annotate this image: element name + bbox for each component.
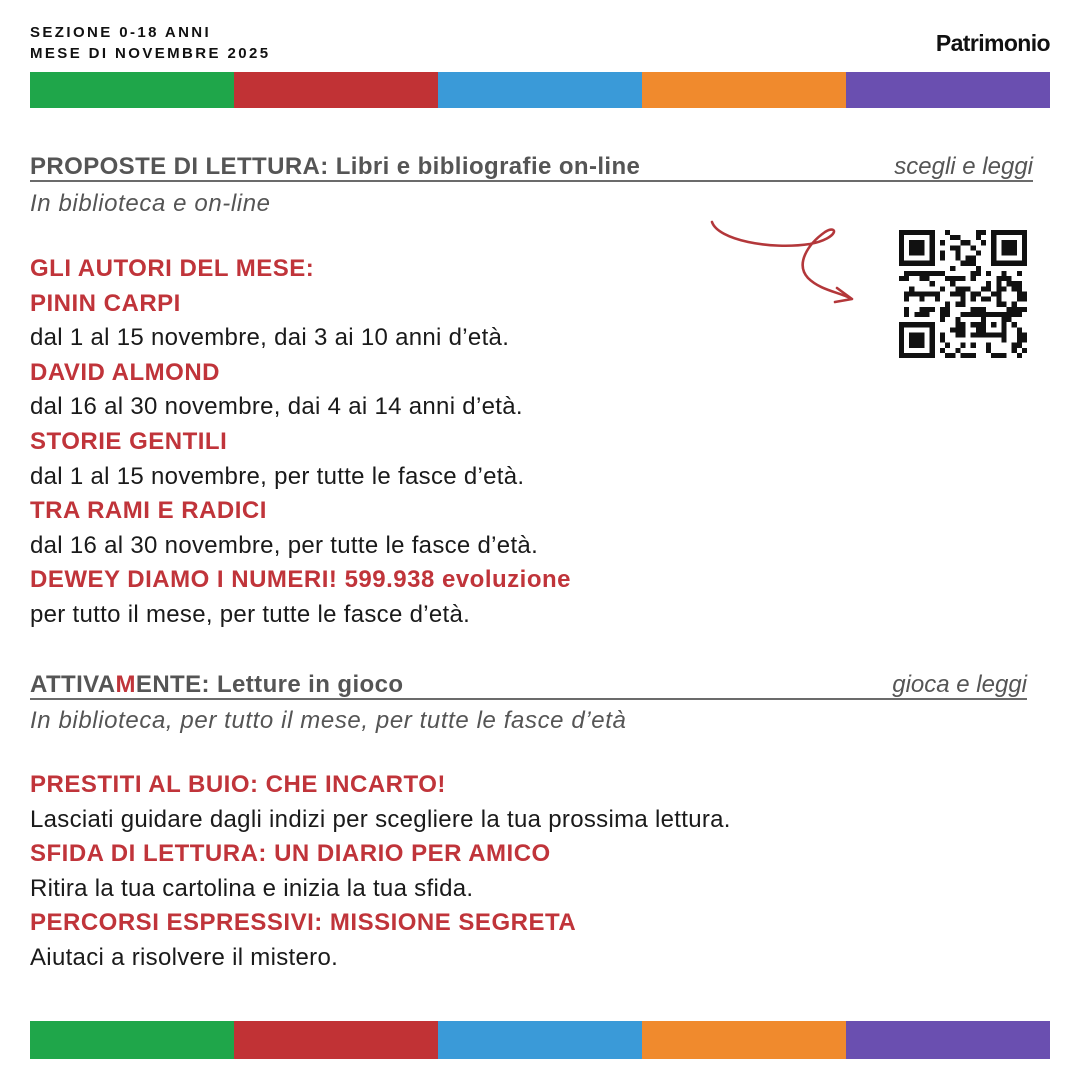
section1-list <box>30 252 571 633</box>
list-item-detail: dal 16 al 30 novembre, per tutte le fasce d’età. <box>30 531 539 559</box>
section2-list <box>30 768 731 976</box>
section2-underline <box>30 698 1027 700</box>
section-month-label: MESE DI NOVEMBRE 2025 <box>30 45 271 62</box>
list-item-title: STORIE GENTILI <box>30 427 228 455</box>
list-item-detail: dal 1 al 15 novembre, dai 3 ai 10 anni d’età. <box>30 324 510 352</box>
stripe-purple <box>846 1021 1050 1059</box>
section1-heading[interactable] <box>30 153 1033 181</box>
section2-title-b: ENTE: <box>135 671 210 698</box>
stripe-orange <box>642 72 846 108</box>
list-item-detail: Ritira la tua cartolina e inizia la tua sfida. <box>30 874 474 902</box>
qr-code-icon[interactable] <box>899 230 1027 358</box>
stripe-orange <box>642 1021 846 1059</box>
list-item-title: PERCORSI ESPRESSIVI: MISSIONE SEGRETA <box>30 909 577 937</box>
list-item-detail: dal 16 al 30 novembre, dai 4 ai 14 anni d’età. <box>30 393 523 421</box>
section1-subline: In biblioteca e on-line <box>30 190 271 217</box>
list-item-detail: Aiutaci a risolvere il mistero. <box>30 943 339 971</box>
stripe-blue <box>438 72 642 108</box>
arrow-icon <box>700 212 870 312</box>
stripe-red <box>234 1021 438 1059</box>
section2-heading[interactable] <box>30 671 1027 699</box>
list-item-detail: per tutto il mese, per tutte le fasce d’età. <box>30 600 471 628</box>
list-item-title: TRA RAMI E RADICI <box>30 497 267 525</box>
section1-title-sub: Libri e bibliografie on-line <box>328 153 641 180</box>
list-item-title: DEWEY DIAMO I NUMERI! 599.938 evoluzione <box>30 566 572 594</box>
list-item-detail: dal 1 al 15 novembre, per tutte le fasce d’età. <box>30 462 525 490</box>
list-item-title: PRESTITI AL BUIO: CHE INCARTO! <box>30 771 446 798</box>
list-item-title: PININ CARPI <box>30 289 181 317</box>
list-item-title: SFIDA DI LETTURA: UN DIARIO PER AMICO <box>30 840 551 868</box>
list-item-detail: Lasciati guidare dagli indizi per scegliere la tua prossima lettura. <box>30 805 731 833</box>
list-item-title: DAVID ALMOND <box>30 358 220 386</box>
section2-title-sub: Letture in gioco <box>209 671 404 698</box>
section1-title: PROPOSTE DI LETTURA: <box>30 153 329 180</box>
color-stripe-top <box>30 72 1050 108</box>
stripe-purple <box>846 72 1050 108</box>
section2-link[interactable]: gioca e leggi <box>892 671 1027 698</box>
stripe-blue <box>438 1021 642 1059</box>
brand-logo: Patrimonio <box>935 30 1050 56</box>
section2-title-a: ATTIVA <box>30 671 116 698</box>
section2-subline: In biblioteca, per tutto il mese, per tutte le fasce d’età <box>30 707 627 734</box>
list-item-title: GLI AUTORI DEL MESE: <box>30 255 315 282</box>
section1-underline <box>30 180 1033 182</box>
color-stripe-bottom <box>30 1021 1050 1059</box>
section1-link[interactable]: scegli e leggi <box>894 153 1033 180</box>
stripe-green <box>30 1021 234 1059</box>
section2-title-accent: M <box>115 671 136 698</box>
section-label <box>30 22 270 64</box>
section-age-label: SEZIONE 0-18 ANNI <box>30 24 212 41</box>
stripe-green <box>30 72 234 108</box>
stripe-red <box>234 72 438 108</box>
